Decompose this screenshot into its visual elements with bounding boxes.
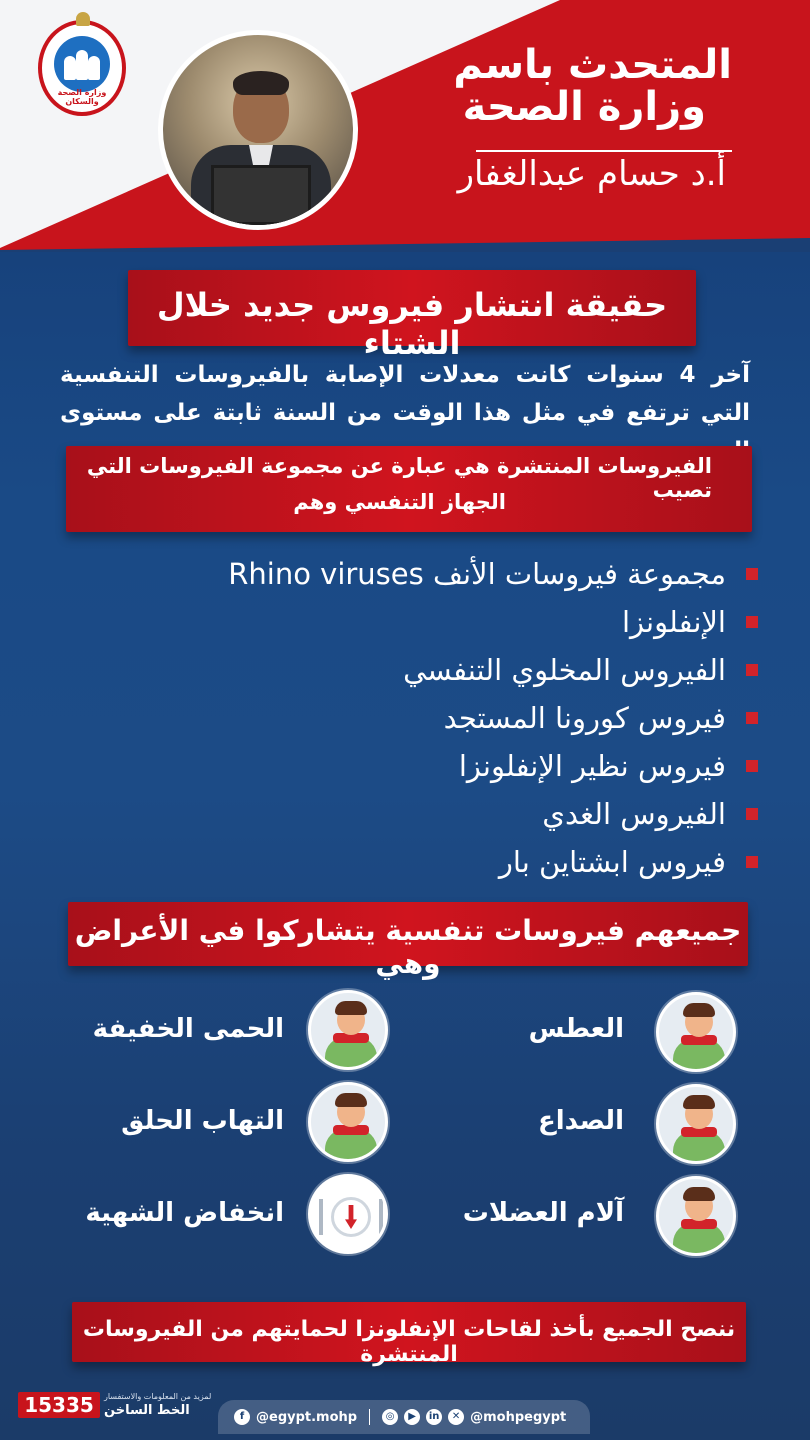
- list-item: الإنفلونزا: [210, 598, 758, 646]
- list-item: فيروس ابشتاين بار: [210, 838, 758, 886]
- viruses-banner: [66, 446, 752, 532]
- headache-icon: [656, 1084, 736, 1164]
- headline-text: حقيقة انتشار فيروس جديد خلال الشتاء: [156, 286, 668, 362]
- fever-icon: [308, 990, 388, 1070]
- hotline-caption: لمزيد من المعلومات والاستفسار: [104, 1392, 212, 1401]
- facebook-handle[interactable]: @egypt.mohp: [256, 1409, 358, 1425]
- sneezing-icon: [656, 992, 736, 1072]
- viruses-banner-line1: الفيروسات المنتشرة هي عبارة عن مجموعة الفيروسات التي تصيب: [86, 454, 712, 502]
- muscle-pain-icon: [656, 1176, 736, 1256]
- hotline-number: 15335: [18, 1392, 100, 1418]
- bullet-icon: [746, 808, 758, 820]
- social-handle[interactable]: @mohpegypt: [470, 1409, 567, 1425]
- bullet-icon: [746, 616, 758, 628]
- symptom-mild-fever-label: الحمى الخفيفة: [92, 1014, 284, 1044]
- symptoms-banner-text: جميعهم فيروسات تنفسية يتشاركوا في الأعراض وهي: [74, 914, 742, 980]
- list-item: مجموعة فيروسات الأنف Rhino viruses: [210, 550, 758, 598]
- divider: [369, 1409, 370, 1425]
- bullet-icon: [746, 760, 758, 772]
- symptom-sneezing-label: العطس: [528, 1014, 624, 1044]
- symptoms-banner: [68, 902, 748, 980]
- speaker-name: أ.د حسام عبدالغفار: [457, 154, 726, 194]
- header-rule: [476, 150, 732, 152]
- advice-banner: [72, 1302, 746, 1367]
- eagle-crest-icon: [76, 12, 90, 26]
- bullet-icon: [746, 664, 758, 676]
- headline-banner: [128, 270, 696, 362]
- sore-throat-icon: [308, 1082, 388, 1162]
- list-item: الفيروس المخلوي التنفسي: [210, 646, 758, 694]
- header-title-line1: المتحدث باسم: [453, 42, 732, 88]
- advice-text: ننصح الجميع بأخذ لقاحات الإنفلونزا لحمايتهم من الفيروسات المنتشرة: [82, 1317, 736, 1367]
- bullet-icon: [746, 568, 758, 580]
- symptom-muscle-pain-label: آلام العضلات: [462, 1198, 624, 1228]
- facebook-icon[interactable]: f: [234, 1409, 250, 1425]
- viruses-banner-line2: الجهاز التنفسي وهم: [293, 490, 506, 514]
- symptom-appetite-label: انخفاض الشهية: [85, 1198, 284, 1228]
- list-item: فيروس نظير الإنفلونزا: [210, 742, 758, 790]
- instagram-icon[interactable]: ◎: [382, 1409, 398, 1425]
- x-icon[interactable]: ✕: [448, 1409, 464, 1425]
- ministry-logo: [38, 20, 126, 116]
- linkedin-icon[interactable]: in: [426, 1409, 442, 1425]
- youtube-icon[interactable]: ▶: [404, 1409, 420, 1425]
- speaker-photo: [158, 30, 358, 230]
- list-item: الفيروس الغدي: [210, 790, 758, 838]
- symptom-sore-throat-label: التهاب الحلق: [121, 1106, 284, 1136]
- logo-arabic-text: وزارة الصحة والسكان: [57, 88, 107, 106]
- intro-paragraph: آخر 4 سنوات كانت معدلات الإصابة بالفيروسات التنفسية التي ترتفع في مثل هذا الوقت من السنة ثابتة على مستوى: [60, 362, 750, 426]
- family-icon: [54, 36, 110, 92]
- virus-list: [210, 550, 758, 886]
- header-title-line2: وزارة الصحة: [462, 84, 706, 130]
- symptom-headache-label: الصداع: [538, 1106, 624, 1136]
- bullet-icon: [746, 856, 758, 868]
- social-bar: [218, 1400, 590, 1434]
- bullet-icon: [746, 712, 758, 724]
- hotline-label: الخط الساخن: [104, 1403, 190, 1418]
- plate-icon: [308, 1174, 388, 1254]
- list-item: فيروس كورونا المستجد: [210, 694, 758, 742]
